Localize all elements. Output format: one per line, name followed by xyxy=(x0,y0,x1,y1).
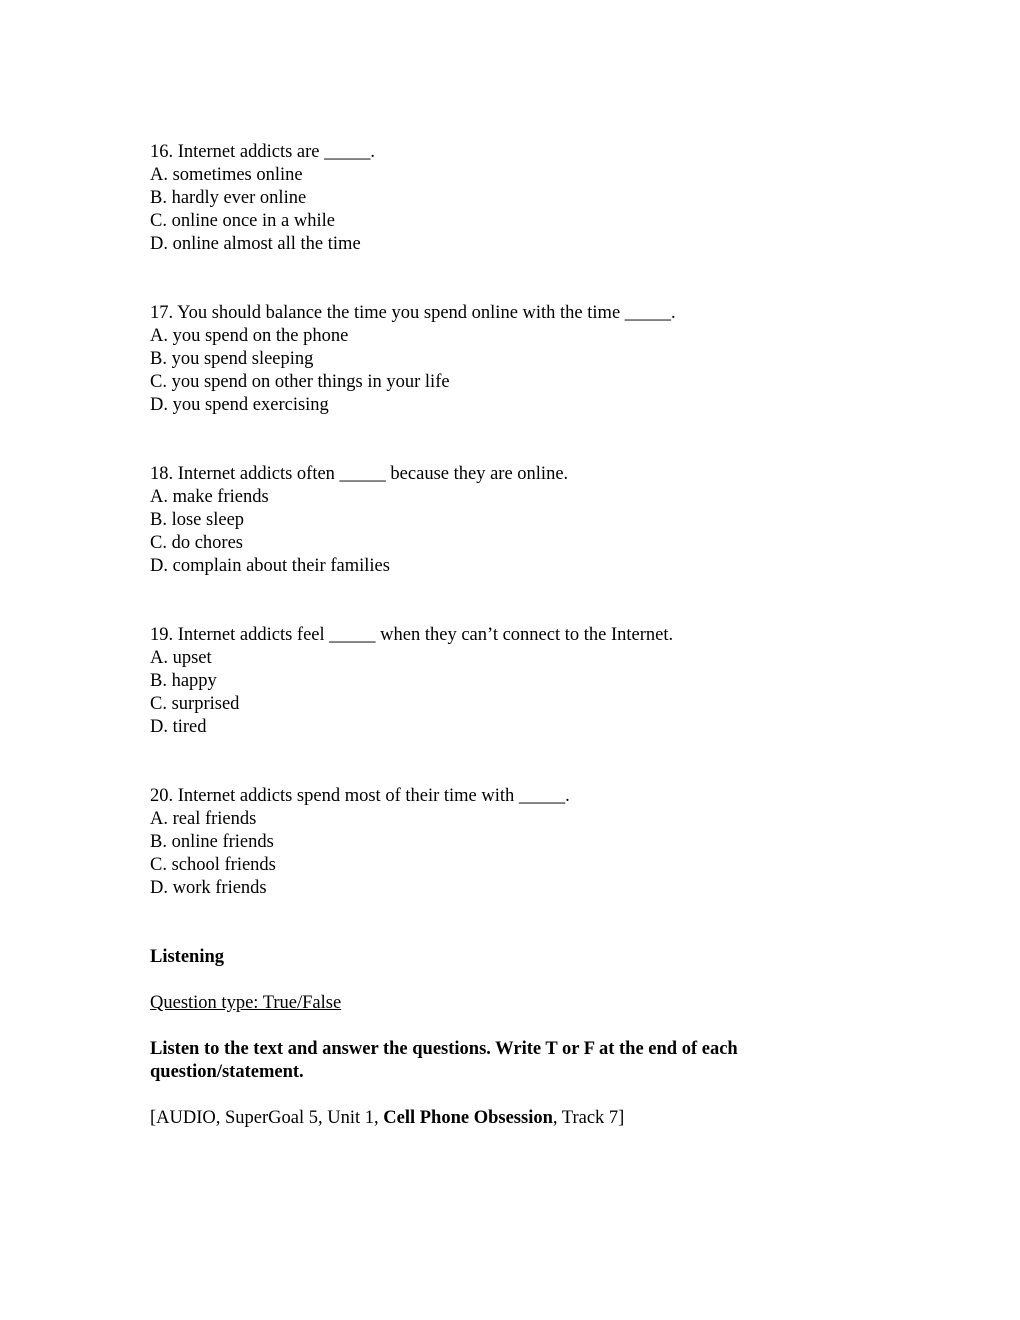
answer-option-b: B. online friends xyxy=(150,832,274,852)
audio-prefix: [AUDIO, SuperGoal 5, Unit 1, xyxy=(150,1108,384,1128)
answer-option-b: B. happy xyxy=(150,671,217,691)
answer-option-b: B. you spend sleeping xyxy=(150,349,314,369)
question-stem: 19. Internet addicts feel _____ when they can’t connect to the Internet. xyxy=(150,625,674,645)
audio-reference xyxy=(150,1107,890,1130)
answer-option-b: B. hardly ever online xyxy=(150,188,307,208)
answer-option-a: A. make friends xyxy=(150,487,269,507)
audio-title: Cell Phone Obsession xyxy=(383,1108,553,1128)
listening-instructions: Listen to the text and answer the questions. Write T or F at the end of each question/statement. xyxy=(150,1039,738,1082)
answer-option-d: D. online almost all the time xyxy=(150,234,361,254)
question-stem: 17. You should balance the time you spend online with the time _____. xyxy=(150,303,676,323)
question-stem: 18. Internet addicts often _____ because they are online. xyxy=(150,464,569,484)
answer-option-a: A. upset xyxy=(150,648,212,668)
listening-heading: Listening xyxy=(150,947,225,967)
answer-option-c: C. school friends xyxy=(150,855,276,875)
question-18 xyxy=(150,463,890,578)
answer-option-d: D. complain about their families xyxy=(150,556,390,576)
answer-option-a: A. sometimes online xyxy=(150,165,303,185)
question-type-label: Question type: True/False xyxy=(150,993,342,1013)
answer-option-a: A. real friends xyxy=(150,809,257,829)
question-stem: 16. Internet addicts are _____. xyxy=(150,142,376,162)
answer-option-c: C. you spend on other things in your life xyxy=(150,372,450,392)
document-page xyxy=(150,141,890,1130)
question-17 xyxy=(150,302,890,417)
question-19 xyxy=(150,624,890,739)
question-stem: 20. Internet addicts spend most of their time with _____. xyxy=(150,786,570,806)
answer-option-c: C. online once in a while xyxy=(150,211,335,231)
answer-option-d: D. tired xyxy=(150,717,207,737)
answer-option-a: A. you spend on the phone xyxy=(150,326,349,346)
answer-option-c: C. do chores xyxy=(150,533,243,553)
answer-option-c: C. surprised xyxy=(150,694,240,714)
question-20 xyxy=(150,785,890,900)
answer-option-d: D. work friends xyxy=(150,878,267,898)
answer-option-d: D. you spend exercising xyxy=(150,395,329,415)
audio-suffix: , Track 7] xyxy=(552,1108,625,1128)
question-16 xyxy=(150,141,890,256)
answer-option-b: B. lose sleep xyxy=(150,510,245,530)
